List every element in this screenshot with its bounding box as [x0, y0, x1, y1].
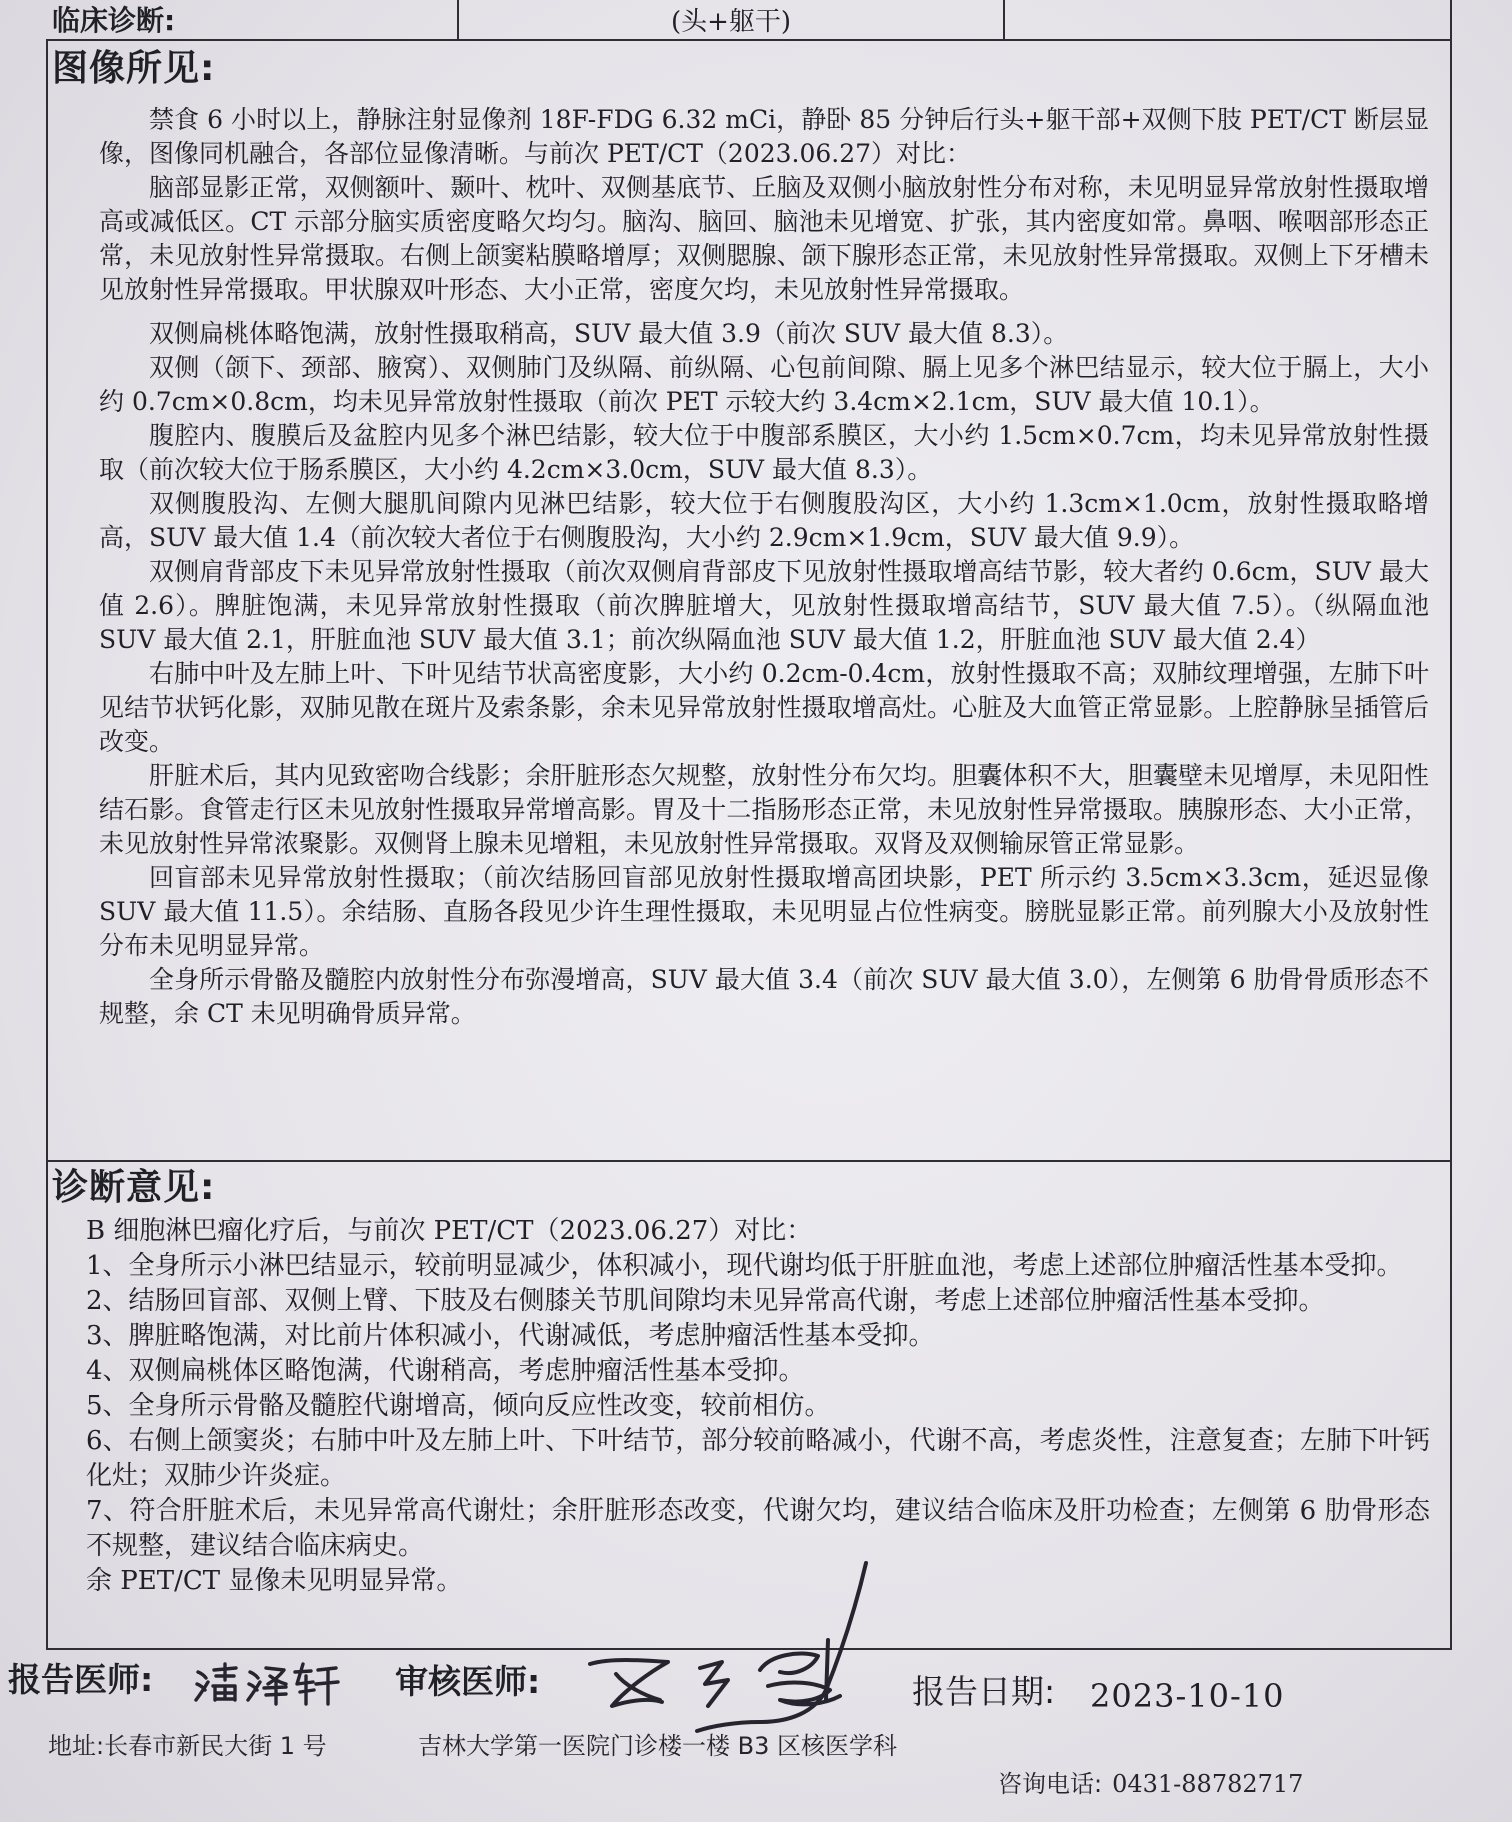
- diagnosis-closing: 余 PET/CT 显像未见明显异常。: [86, 1566, 463, 1596]
- reporting-physician-label: 报告医师:: [8, 1660, 154, 1699]
- diagnosis-section: [48, 1162, 1450, 1648]
- reporter-signature-stroke: [295, 1664, 338, 1704]
- findings-paragraph: 腹腔内、腹膜后及盆腔内见多个淋巴结影，较大位于中腹部系膜区，大小约 1.5cm×0.7cm，均未见异常放射性摄取（前次较大位于肠系膜区，大小约 4.2cm×3.0cm，SUV 最大值 8.3）。: [99, 421, 1429, 484]
- findings-paragraph: 双侧腹股沟、左侧大腿肌间隙内见淋巴结影，较大位于右侧腹股沟区，大小约 1.3cm×1.0cm，放射性摄取略增高，SUV 最大值 1.4（前次较大者位于右侧腹股沟，大小约 2.9cm×1.9cm，SUV 最大值 9.9）。: [99, 489, 1429, 552]
- reporter-signature: [196, 1664, 338, 1704]
- report-date: 2023-10-10: [1090, 1677, 1285, 1715]
- diagnosis-title: 诊断意见:: [52, 1167, 216, 1208]
- department: 吉林大学第一医院门诊楼一楼 B3 区核医学科: [418, 1732, 897, 1760]
- clinical-diagnosis-row: [46, 0, 1452, 41]
- reporter-signature-stroke: [196, 1672, 208, 1700]
- report-frame: [46, 41, 1452, 1650]
- phone-number: 0431-88782717: [1112, 1770, 1304, 1798]
- findings-paragraph: 全身所示骨骼及髓腔内放射性分布弥漫增高，SUV 最大值 3.4（前次 SUV 最大值 3.0），左侧第 6 肋骨骨质形态不规整，余 CT 未见明确骨质异常。: [99, 965, 1429, 1028]
- reporter-signature-stroke: [248, 1668, 286, 1704]
- findings-paragraph: 回盲部未见异常放射性摄取；（前次结肠回盲部见放射性摄取增高团块影，PET 所示约 3.5cm×3.3cm，延迟显像 SUV 最大值 11.5）。余结肠、直肠各段见少许生理性摄取，未见明显占位性病变。膀胱显影正常。前列腺大小及放射性分布未见明显异常。: [99, 863, 1429, 960]
- phone-label: 咨询电话:: [998, 1770, 1103, 1798]
- report-date-label: 报告日期:: [912, 1672, 1056, 1711]
- diagnosis-item: 7、符合肝脏术后，未见异常高代谢灶；余肝脏形态改变，代谢欠均，建议结合临床及肝功检查；左侧第 6 肋骨形态不规整，建议结合临床病史。: [86, 1496, 1430, 1561]
- findings-paragraph: 双侧（颌下、颈部、腋窝）、双侧肺门及纵隔、前纵隔、心包前间隙、膈上见多个淋巴结显示，较大位于膈上，大小约 0.7cm×0.8cm，均未见异常放射性摄取（前次 PET 示较大约 3.4cm×2.1cm，SUV 最大值 10.1）。: [99, 353, 1429, 416]
- empty-cell: [1005, 0, 1452, 39]
- findings-paragraph: 双侧肩背部皮下未见异常放射性摄取（前次双侧肩背部皮下见放射性摄取增高结节影，较大者约 0.6cm，SUV 最大值 2.6）。脾脏饱满，未见异常放射性摄取（前次脾脏增大，见放射性摄取增高结节，SUV 最大值 7.5）。（纵隔血池 SUV 最大值 2.1，肝脏血池 SUV 最大值 3.1；前次纵隔血池 SUV 最大值 1.2，肝脏血池 SUV 最大值 2.4）: [99, 557, 1429, 654]
- diagnosis-item: 4、双侧扁桃体区略饱满，代谢稍高，考虑肿瘤活性基本受抑。: [86, 1356, 805, 1386]
- reviewer-signature-stroke: [590, 1660, 668, 1706]
- findings-body: [99, 103, 1429, 1031]
- findings-paragraph: 右肺中叶及左肺上叶、下叶见结节状高密度影，大小约 0.2cm-0.4cm，放射性摄取不高；双肺纹理增强，左肺下叶见结节状钙化影，双肺见散在斑片及索条影，余未见异常放射性摄取增高灶。心脏及大血管正常显影。上腔静脉呈插管后改变。: [99, 659, 1429, 756]
- diagnosis-item: 1、全身所示小淋巴结显示，较前明显减少，体积减小，现代谢均低于肝脏血池，考虑上述部位肿瘤活性基本受抑。: [86, 1251, 1403, 1281]
- reviewing-physician-label: 审核医师:: [395, 1662, 541, 1701]
- reporter-signature-stroke: [213, 1664, 236, 1700]
- reviewer-signature-stroke: [616, 1674, 660, 1700]
- phone-line: [998, 1768, 1303, 1800]
- clinical-diagnosis-label: 临床诊断:: [52, 4, 176, 37]
- exam-region-cell: [459, 0, 1005, 39]
- findings-paragraph: 脑部显影正常，双侧额叶、颞叶、枕叶、双侧基底节、丘脑及双侧小脑放射性分布对称，未见明显异常放射性摄取增高或减低区。CT 示部分脑实质密度略欠均匀。脑沟、脑回、脑池未见增宽、扩张，其内密度如常。鼻咽、喉咽部形态正常，未见放射性异常摄取。右侧上颌窦粘膜略增厚；双侧腮腺、颌下腺形态正常，未见放射性异常摄取。双侧上下牙槽未见放射性异常摄取。甲状腺双叶形态、大小正常，密度欠均，未见放射性异常摄取。: [99, 173, 1429, 304]
- diagnosis-item: 5、全身所示骨骼及髓腔代谢增高，倾向反应性改变，较前相仿。: [86, 1391, 831, 1421]
- diagnosis-item: 2、结肠回盲部、双侧上臂、下肢及右侧膝关节肌间隙均未见异常高代谢，考虑上述部位肿瘤活性基本受抑。: [86, 1286, 1325, 1316]
- address: 地址:长春市新民大街 1 号: [48, 1732, 327, 1760]
- reviewer-signature-stroke: [760, 1654, 840, 1705]
- findings-paragraph: 肝脏术后，其内见致密吻合线影；余肝脏形态欠规整，放射性分布欠均。胆囊体积不大，胆囊壁未见增厚，未见阳性结石影。食管走行区未见放射性摄取异常增高影。胃及十二指肠形态正常，未见放射性异常摄取。胰腺形态、大小正常，未见放射性异常浓聚影。双侧肾上腺未见增粗，未见放射性异常摄取。双肾及双侧输尿管正常显影。: [99, 761, 1429, 858]
- diagnosis-item: 6、右侧上颌窦炎；右肺中叶及左肺上叶、下叶结节，部分较前略减小，代谢不高，考虑炎性，注意复查；左肺下叶钙化灶；双肺少许炎症。: [86, 1426, 1430, 1491]
- diagnosis-intro: B 细胞淋巴瘤化疗后，与前次 PET/CT（2023.06.27）对比：: [86, 1216, 813, 1246]
- clinical-diagnosis-label-cell: [46, 0, 459, 39]
- diagnosis-item: 3、脾脏略饱满，对比前片体积减小，代谢减低，考虑肿瘤活性基本受抑。: [86, 1321, 935, 1351]
- exam-region: (头+躯干): [670, 7, 792, 37]
- findings-paragraph: 禁食 6 小时以上，静脉注射显像剂 18F-FDG 6.32 mCi，静卧 85 分钟后行头+躯干部+双侧下肢 PET/CT 断层显像，图像同机融合，各部位显像清晰。与前次 PET/CT（2023.06.27）对比：: [99, 105, 1429, 168]
- diagnosis-body: [86, 1214, 1430, 1599]
- findings-paragraph: 双侧扁桃体略饱满，放射性摄取稍高，SUV 最大值 3.9（前次 SUV 最大值 8.3）。: [149, 319, 1069, 348]
- findings-title: 图像所见:: [52, 48, 216, 89]
- findings-section: [48, 41, 1450, 1162]
- reviewer-signature-stroke: [700, 1662, 728, 1706]
